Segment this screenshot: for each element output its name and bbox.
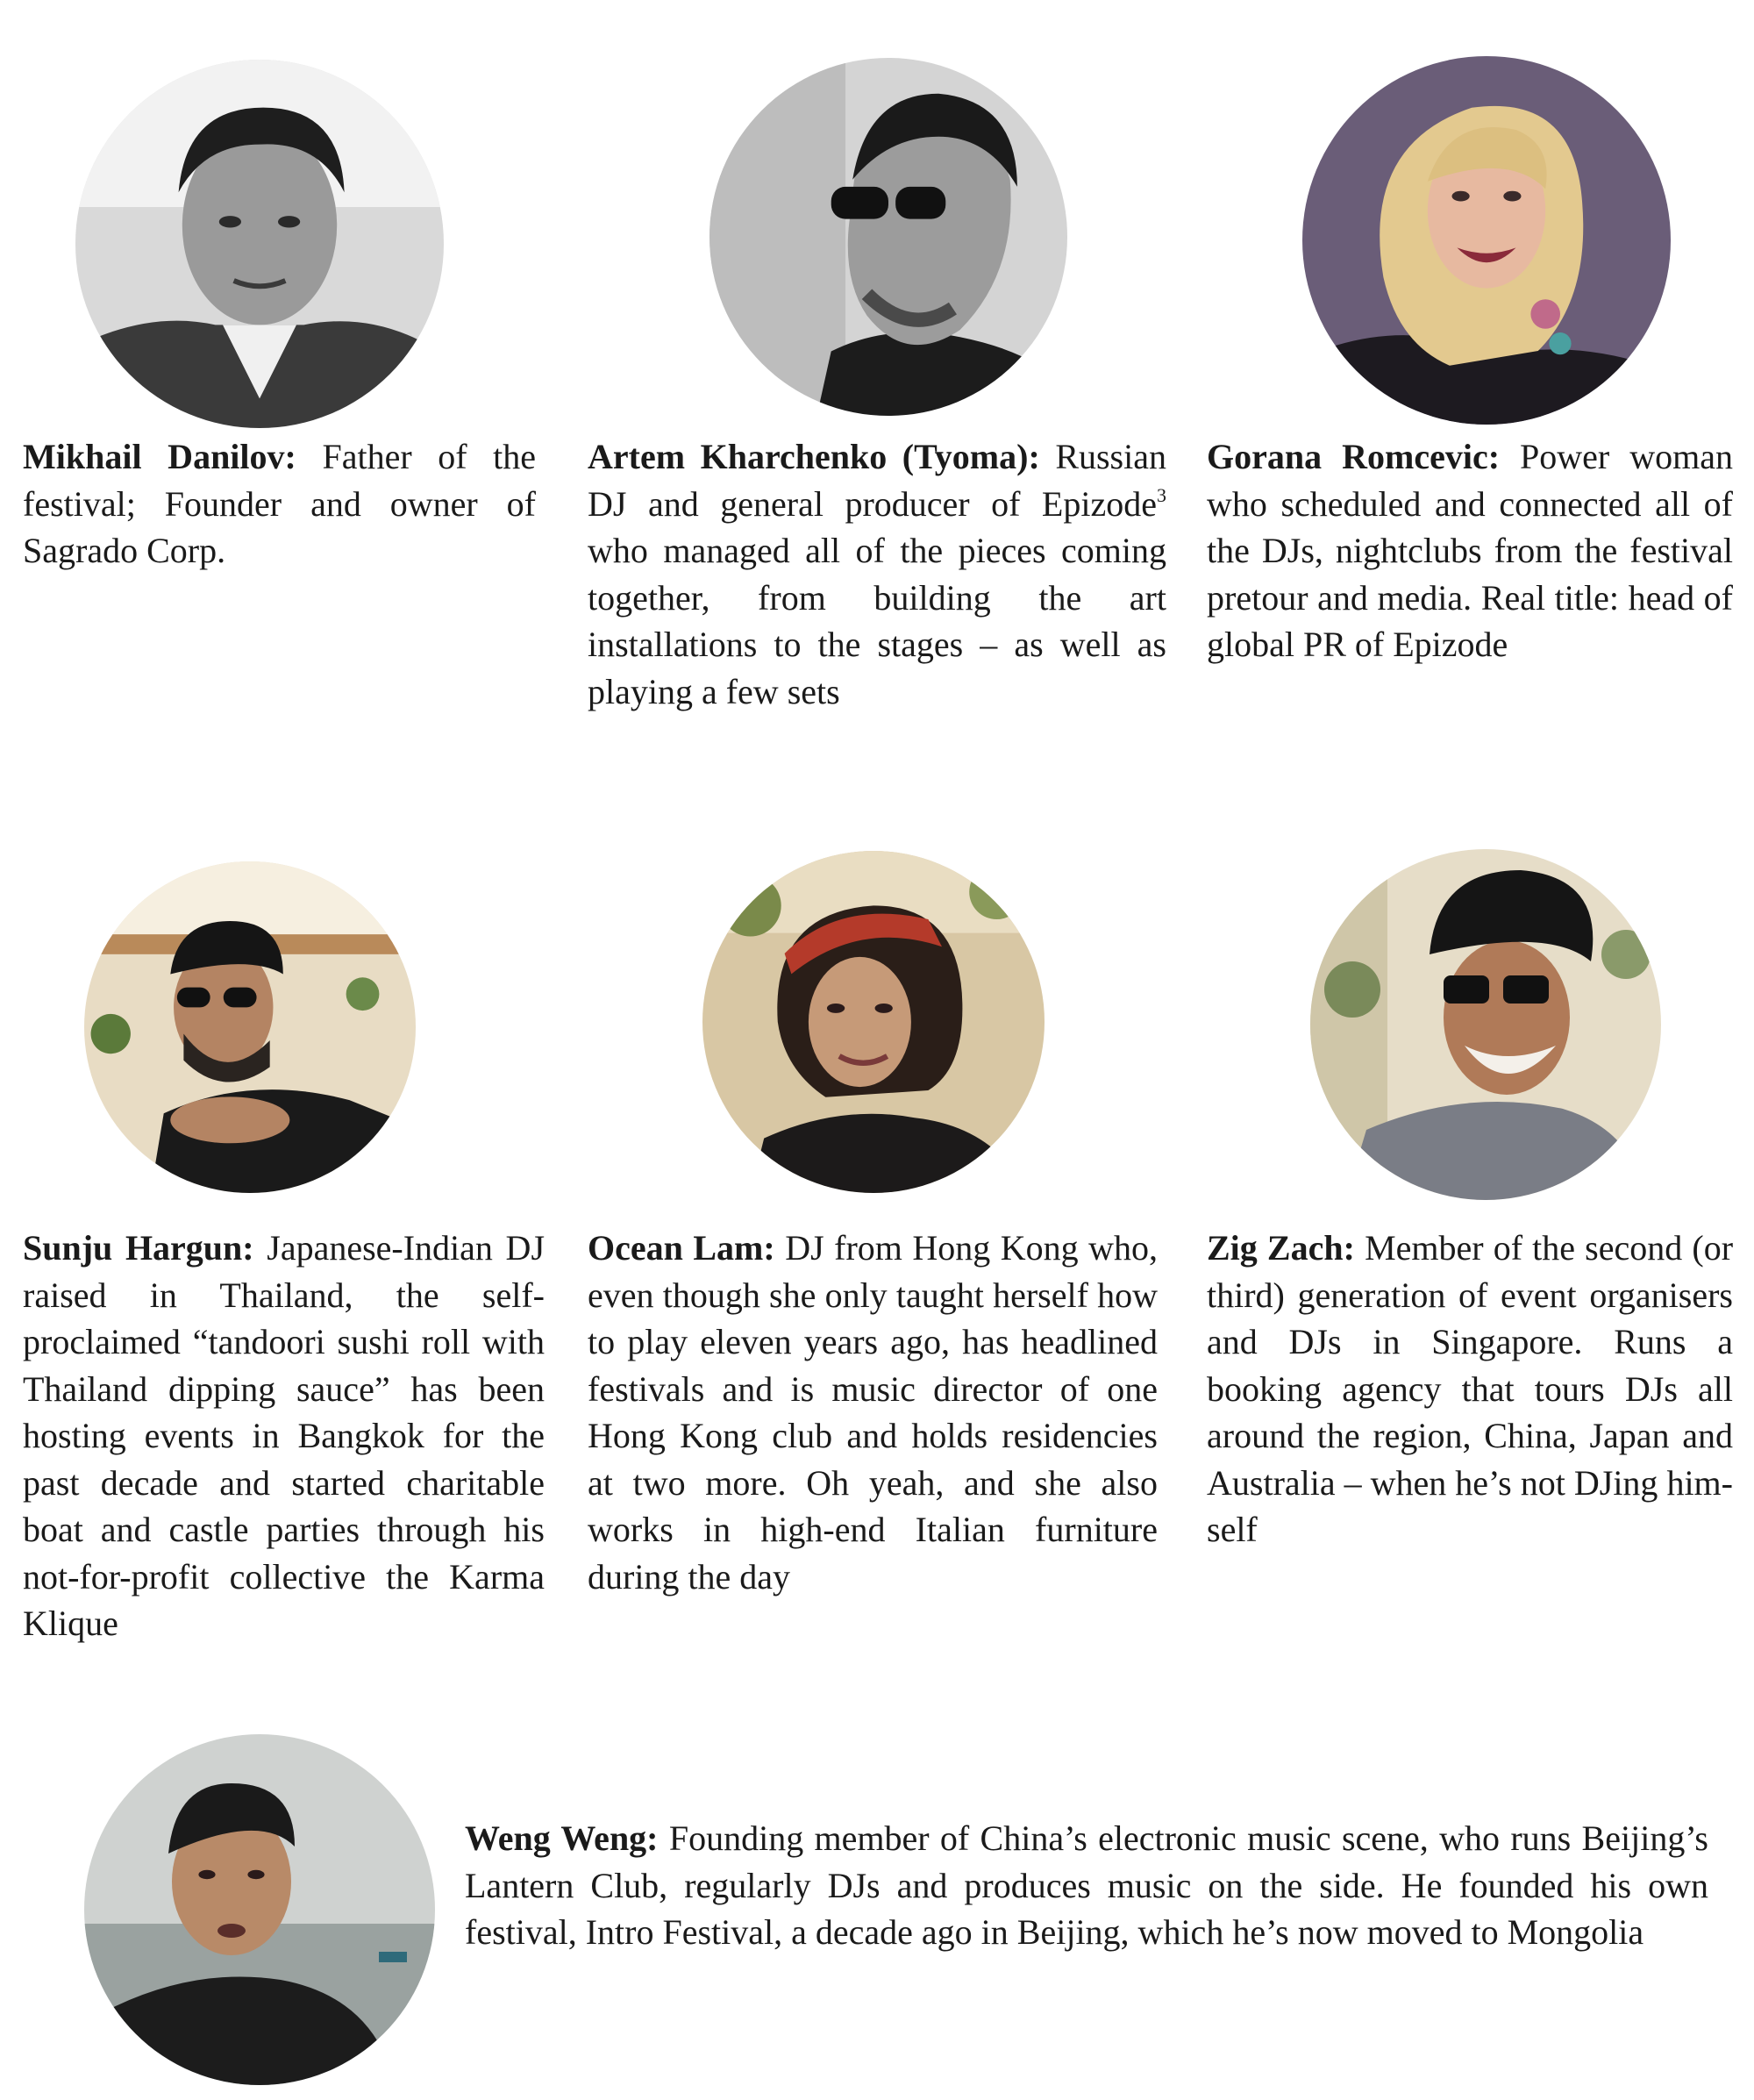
portrait-mikhail-danilov (75, 60, 444, 428)
portrait-gorana-romcevic (1302, 56, 1671, 425)
bio-weng-weng (465, 1815, 1708, 1956)
bio-zig-zach (1207, 1225, 1733, 1554)
portrait-artem-kharchenko (709, 58, 1067, 416)
footnote-mark: 3 (1157, 483, 1166, 506)
description-mikhail-danilov: Father of the festival; Founder and owner of Sagrado Corp. (23, 437, 537, 570)
portrait-sunju-hargun (84, 861, 416, 1193)
name-artem-kharchenko: Artem Kharchenko (Tyoma): (588, 437, 1040, 476)
description-gorana-romcevic: Power woman who scheduled and connected all of the DJs, nightclubs from the festival pretour and media. Real title: head of global PR of Epizode (1207, 437, 1734, 664)
bio-artem-kharchenko (588, 433, 1166, 715)
name-zig-zach: Zig Zach: (1207, 1228, 1355, 1268)
portrait-zig-zach (1310, 849, 1661, 1200)
bio-mikhail-danilov (23, 433, 536, 575)
bio-gorana-romcevic (1207, 433, 1733, 668)
name-mikhail-danilov: Mikhail Danilov: (23, 437, 296, 476)
description-zig-zach: Member of the second (or third) generation of event organisers and DJs in Singapore. Runs a booking agency that tours DJs all around the region, China, Japan and Australia – when he’s not DJing himself (1207, 1228, 1734, 1549)
name-ocean-lam: Ocean Lam: (588, 1228, 775, 1268)
name-sunju-hargun: Sunju Hargun: (23, 1228, 254, 1268)
name-gorana-romcevic: Gorana Romcevic: (1207, 437, 1501, 476)
description-artem-kharchenko-start: Russian DJ and general producer of Epizode (588, 437, 1166, 524)
portrait-weng-weng (84, 1734, 435, 2085)
description-ocean-lam: DJ from Hong Kong who, even though she only taught herself how to play eleven years ago, has headlined festivals and is music director of one Hong Kong club and holds residencies at two more. Oh yeah, and she also works in high-end Italian furniture during the day (588, 1228, 1159, 1596)
name-weng-weng: Weng Weng: (465, 1818, 659, 1858)
bio-sunju-hargun (23, 1225, 545, 1647)
description-weng-weng: Founding member of China’s electronic music scene, who runs Beijing’s Lantern Club, regularly DJs and produces music on the side. He founded his own festival, Intro Festival, a decade ago in Beijing, which he’s now moved to Mongolia (465, 1818, 1708, 1952)
bio-ocean-lam (588, 1225, 1158, 1600)
portrait-ocean-lam (702, 851, 1045, 1193)
description-artem-kharchenko: who managed all of the pieces coming together, from building the art installations to the stages – as well as playing a few sets (588, 531, 1166, 711)
description-sunju-hargun: Japanese-Indian DJ raised in Thailand, the self-proclaimed “tandoori sushi roll with Thailand dipping sauce” has been hosting events in Bangkok for the past decade and started charitable boat and castle parties through his not-for-profit collective the Karma Klique (23, 1228, 545, 1643)
